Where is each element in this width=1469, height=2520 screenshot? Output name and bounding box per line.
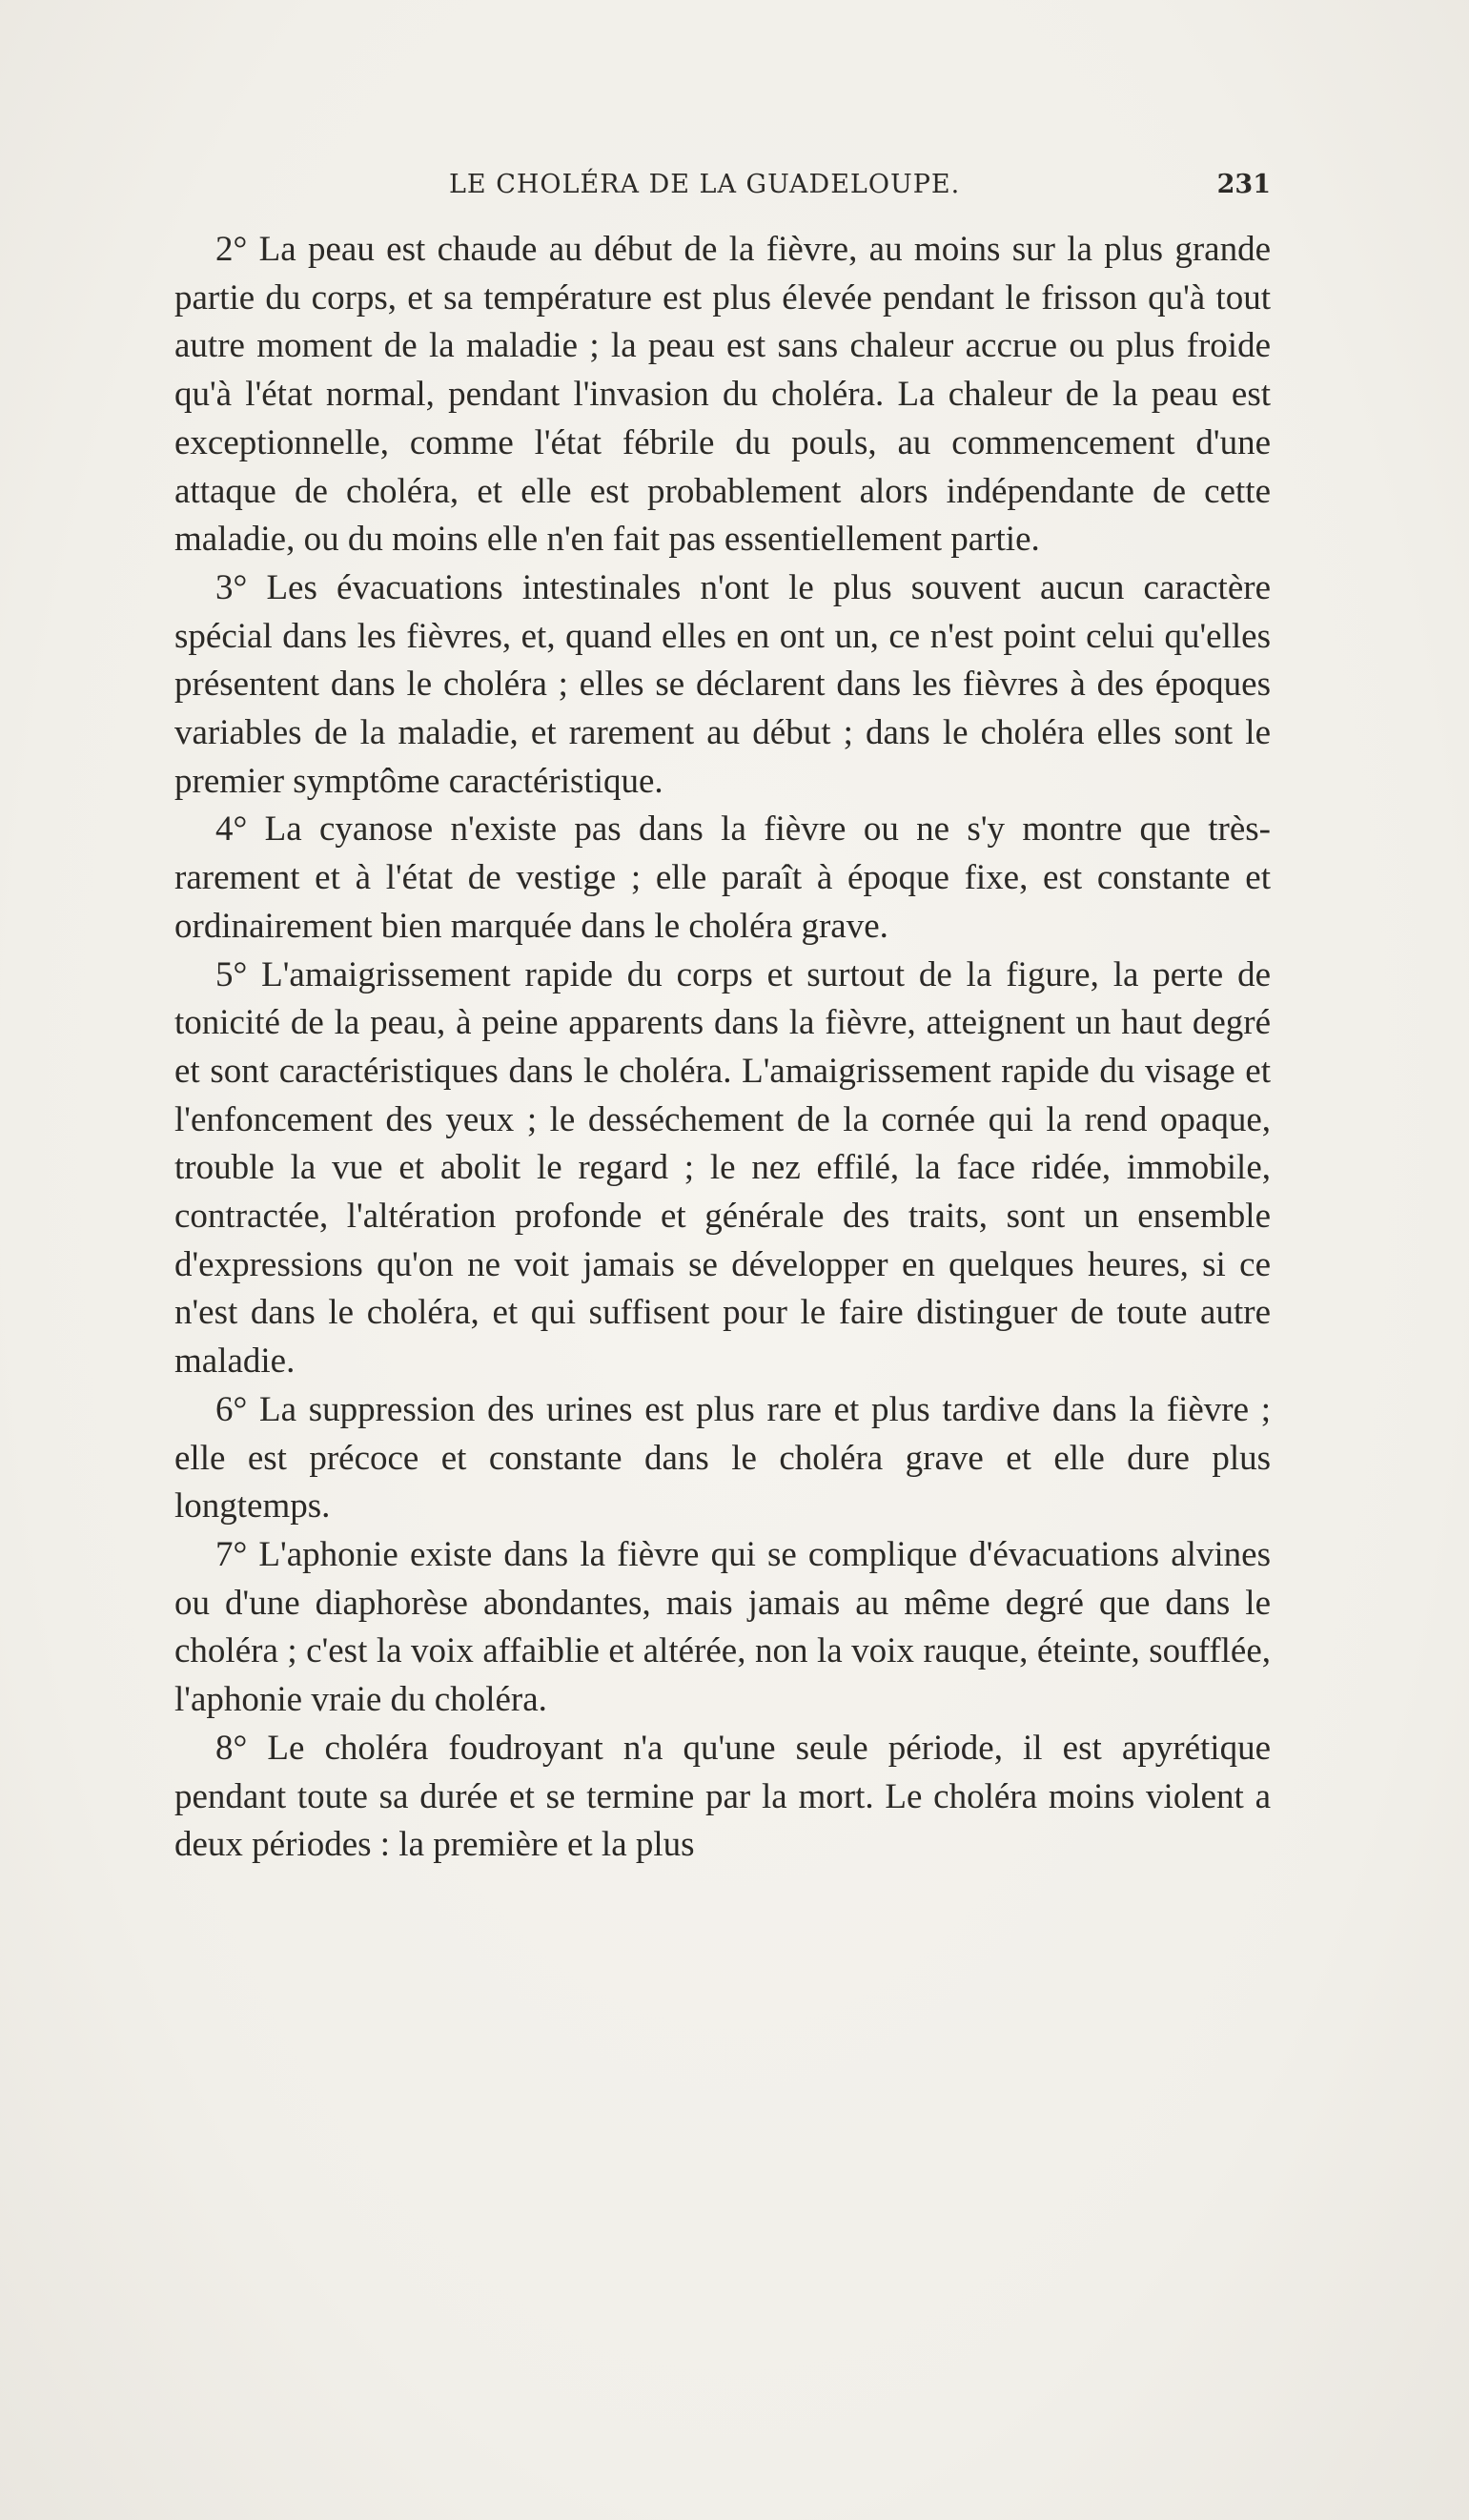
paragraph-7: 7° L'aphonie existe dans la fièvre qui se complique d'évacuations alvines ou d'une diaphorèse abondantes, mais jamais au même degré que dans le choléra ; c'est la voix affaiblie et altérée, non la voix rauque, éteinte, soufflée, l'aphonie vraie du choléra. (174, 1534, 1271, 1720)
page-header (174, 170, 1271, 208)
paragraph-2: 2° La peau est chaude au début de la fièvre, au moins sur la plus grande partie du corps, et sa température est plus élevée pendant le frisson qu'à tout autre moment de la maladie ; la peau est sans chaleur accrue ou plus froide qu'à l'état normal, pendant l'invasion du choléra. La chaleur de la peau est exceptionnelle, comme l'état fébrile du pouls, au commencement d'une attaque de choléra, et elle est probablement alors indépendante de cette maladie, ou du moins elle n'en fait pas essentiellement partie. (174, 230, 1271, 560)
paragraph-4: 4° La cyanose n'existe pas dans la fièvre ou ne s'y montre que très-rarement et à l'état de vestige ; elle paraît à époque fixe, est constante et ordinairement bien marquée dans le choléra grave. (174, 809, 1271, 946)
page-number: 231 (1216, 170, 1271, 199)
paragraph-5: 5° L'amaigrissement rapide du corps et surtout de la figure, la perte de tonicité de la peau, à peine apparents dans la fièvre, atteignent un haut degré et sont caractéristiques dans le choléra. L'amaigrissement rapide du visage et l'enfoncement des yeux ; le desséchement de la cornée qui la rend opaque, trouble la vue et abolit le regard ; le nez effilé, la face ridée, immobile, contractée, l'altération profonde et générale des traits, sont un ensemble d'expressions qu'on ne voit jamais se développer en quelques heures, si ce n'est dans le choléra, et qui suffisent pour le faire distinguer de toute autre maladie. (174, 954, 1271, 1382)
body-text (174, 226, 1271, 1870)
running-head: LE CHOLÉRA DE LA GUADELOUPE. (449, 170, 961, 199)
paragraph-6: 6° La suppression des urines est plus rare et plus tardive dans la fièvre ; elle est précoce et constante dans le choléra grave et elle dure plus longtemps. (174, 1389, 1271, 1526)
paragraph-3: 3° Les évacuations intestinales n'ont le plus souvent aucun caractère spécial dans les fièvres, et, quand elles en ont un, ce n'est point celui qu'elles présentent dans le choléra ; elles se déclarent dans les fièvres à des époques variables de la maladie, et rarement au début ; dans le choléra elles sont le premier symptôme caractéristique. (174, 567, 1271, 801)
paragraph-8: 8° Le choléra foudroyant n'a qu'une seule période, il est apyrétique pendant toute sa durée et se termine par la mort. Le choléra moins violent a deux périodes : la première et la plus (174, 1728, 1271, 1865)
